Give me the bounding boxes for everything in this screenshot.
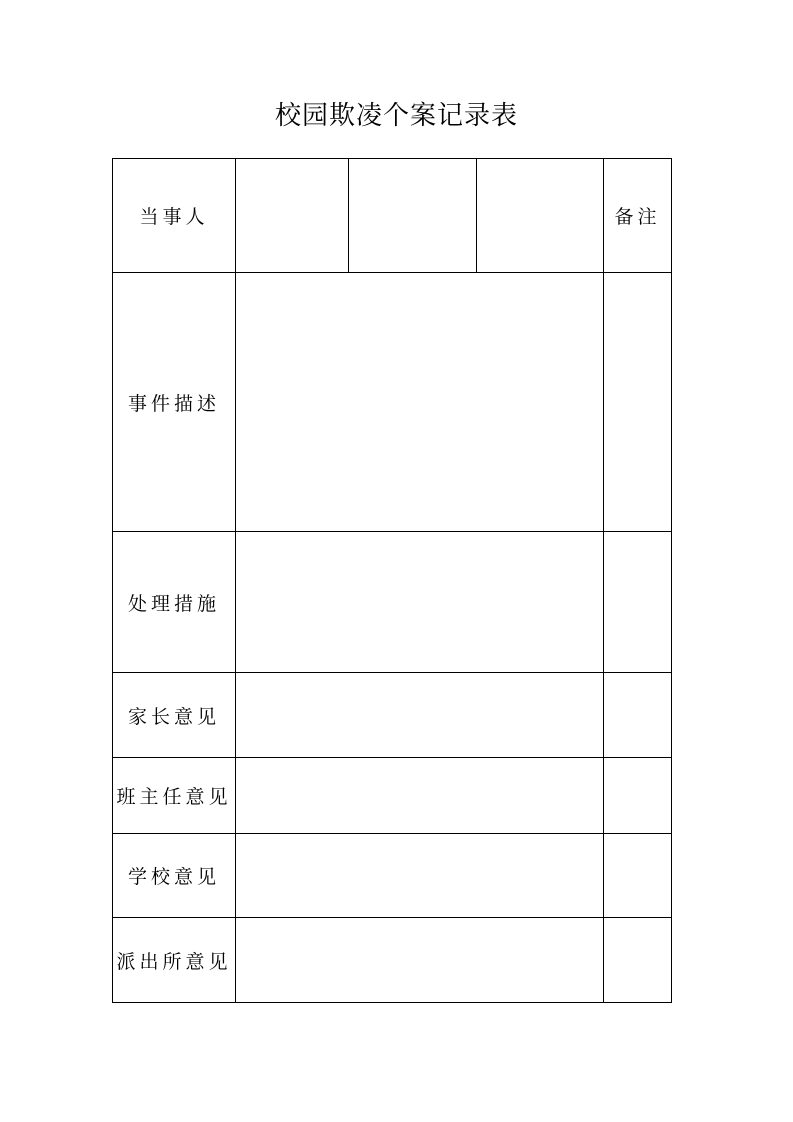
police-opinion-remark-field[interactable] [604, 918, 672, 1003]
school-opinion-remark-field[interactable] [604, 834, 672, 918]
police-opinion-row [113, 918, 672, 1003]
record-table [112, 158, 672, 1003]
teacher-opinion-field[interactable] [236, 758, 604, 834]
party-field-2[interactable] [349, 159, 477, 273]
party-field-1[interactable] [236, 159, 349, 273]
party-field-3[interactable] [477, 159, 604, 273]
incident-description-field[interactable] [236, 273, 604, 532]
measures-label: 处理措施 [113, 532, 236, 673]
incident-row [113, 273, 672, 532]
party-label: 当事人 [113, 159, 236, 273]
police-opinion-label: 派出所意见 [113, 918, 236, 1003]
parent-opinion-remark-field[interactable] [604, 673, 672, 758]
remark-header: 备注 [604, 159, 672, 273]
school-opinion-row [113, 834, 672, 918]
parent-opinion-row [113, 673, 672, 758]
measures-remark-field[interactable] [604, 532, 672, 673]
parent-opinion-label: 家长意见 [113, 673, 236, 758]
form-title: 校园欺凌个案记录表 [274, 101, 518, 131]
incident-remark-field[interactable] [604, 273, 672, 532]
parent-opinion-field[interactable] [236, 673, 604, 758]
police-opinion-field[interactable] [236, 918, 604, 1003]
measures-row [113, 532, 672, 673]
school-opinion-label: 学校意见 [113, 834, 236, 918]
teacher-opinion-remark-field[interactable] [604, 758, 672, 834]
teacher-opinion-label: 班主任意见 [113, 758, 236, 834]
incident-description-label: 事件描述 [113, 273, 236, 532]
party-row [113, 159, 672, 273]
school-opinion-field[interactable] [236, 834, 604, 918]
teacher-opinion-row [113, 758, 672, 834]
measures-field[interactable] [236, 532, 604, 673]
